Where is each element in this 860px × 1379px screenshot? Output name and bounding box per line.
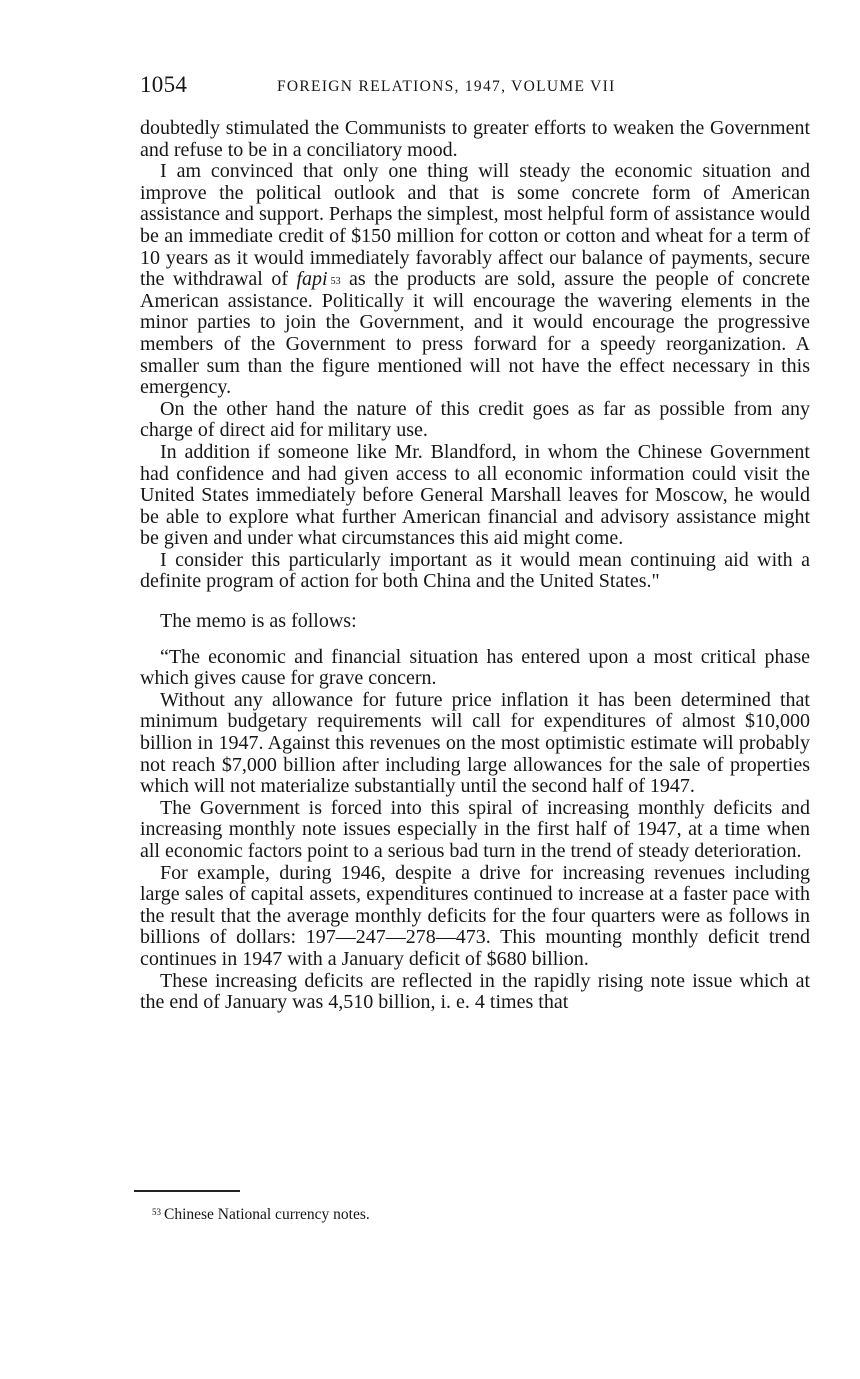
page-header [140, 72, 820, 104]
paragraph-memo-opening: “The economic and financial situation has entered upon a most critical phase which gives cause for grave concern. [140, 645, 810, 690]
paragraph-deficit-spiral: The Government is forced into this spiral of increasing monthly deficits and increasing monthly note issues especially in the first half of 1947, at a time when all economic factors point to a serious bad turn in the trend of steady deterioration. [140, 796, 810, 862]
paragraph-memo-intro: The memo is as follows: [160, 610, 357, 633]
body-text [140, 118, 810, 1014]
paragraph-continuation: doubtedly stimulated the Communists to greater efforts to weaken the Government and refuse to be in a conciliatory mood. [140, 117, 810, 161]
paragraph-credit-nature: On the other hand the nature of this credit goes as far as possible from any charge of direct aid for military use. [140, 397, 810, 442]
page-number: 1054 [140, 72, 188, 97]
footnote-number: 53 [152, 1207, 161, 1217]
paragraph-budget: Without any allowance for future price inflation it has been determined that minimum budgetary requirements will call for expenditures of almost $10,000 billion in 1947. Against this revenues on the most optimistic estimate will probably not reach $7,000 billion after including large allowances for the sale of properties which will not materialize substantially until the second half of 1947. [140, 688, 810, 798]
paragraph-text: I am convinced that only one thing will steady the economic situation and improve the political outlook and that is some concrete form of American assistance and support. Perhaps the simplest, most helpful form of assistance would be an immediate credit of $150 million for cotton or cotton and wheat for a term of 10 years as it would immediately favorably affect our balance of payments, secure the withdrawal of [140, 160, 810, 291]
footnote-text: Chinese National currency notes. [164, 1206, 370, 1223]
footnote-reference: 53 [330, 276, 341, 288]
footnote-divider [134, 1190, 240, 1192]
running-head: FOREIGN RELATIONS, 1947, VOLUME VII [277, 78, 616, 95]
italic-term: fapi [296, 268, 328, 291]
paragraph-importance: I consider this particularly important as it would mean continuing aid with a definite program of action for both China and the United States." [140, 548, 810, 593]
footnote [152, 1206, 370, 1224]
paragraph-credit-proposal [140, 161, 810, 399]
paragraph-blandford: In addition if someone like Mr. Blandford, in whom the Chinese Government had confidence and had given access to all economic information could visit the United States immediately before General Marshall leaves for Moscow, he would be able to explore what further American financial and advisory assistance might be given and under what circumstances this aid might come. [140, 440, 810, 550]
paragraph-deficit-example: For example, during 1946, despite a drive for increasing revenues including large sales of capital assets, expenditures continued to increase at a faster pace with the result that the average monthly deficits for the four quarters were as follows in billions of dollars: 197—247—278—473. This mounting monthly deficit trend continues in 1947 with a January deficit of $680 billion. [140, 861, 810, 970]
paragraph-note-issue: These increasing deficits are reflected in the rapidly rising note issue which at the end of January was 4,510 billion, i. e. 4 times that [140, 969, 810, 1014]
paragraph-text-continued: as the products are sold, assure the people of concrete American assistance. Politically it will encourage the wavering elements in the minor parties to join the Government, and it would encourage the progressive members of the Government to press forward for a speedy reorganization. A smaller sum than the figure mentioned will not have the effect necessary in this emergency. [140, 268, 810, 399]
